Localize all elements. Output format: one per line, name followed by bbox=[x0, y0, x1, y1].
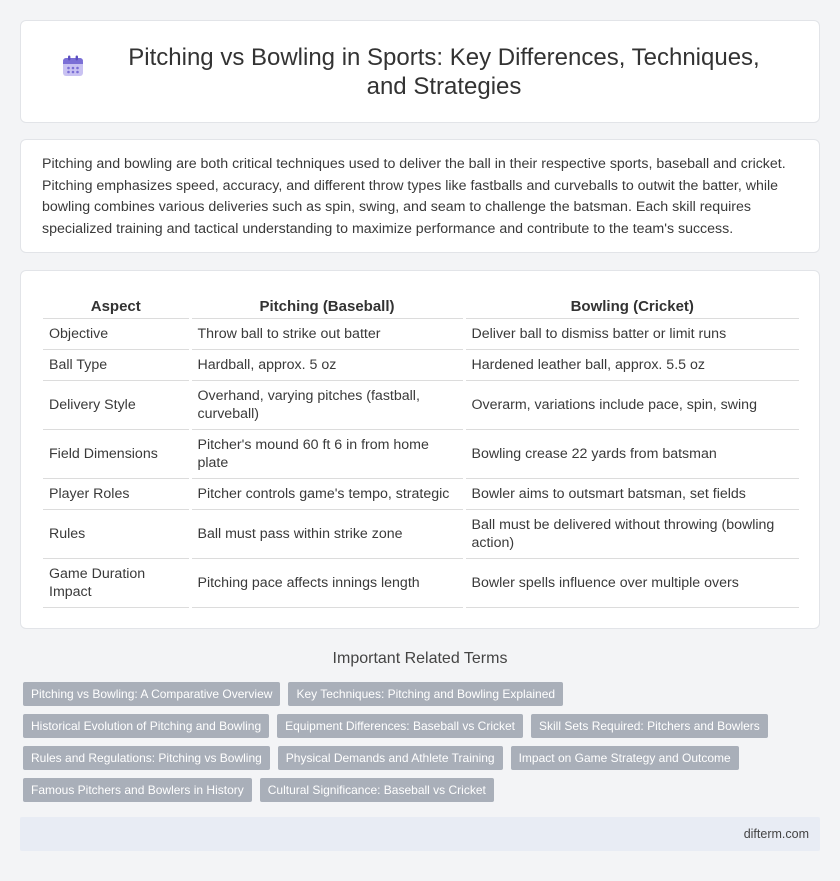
table-row bbox=[43, 350, 799, 381]
table-cell-aspect: Objective bbox=[43, 319, 190, 350]
table-cell-pitching: Pitcher controls game's tempo, strategic bbox=[190, 479, 464, 510]
intro-card bbox=[20, 139, 820, 253]
related-term-link[interactable]: Pitching vs Bowling: A Comparative Overview bbox=[23, 682, 280, 706]
table-cell-pitching: Overhand, varying pitches (fastball, curveball) bbox=[190, 381, 464, 430]
table-cell-bowling: Bowling crease 22 yards from batsman bbox=[464, 430, 799, 479]
related-term-link[interactable]: Rules and Regulations: Pitching vs Bowling bbox=[23, 746, 270, 770]
related-term-link[interactable]: Skill Sets Required: Pitchers and Bowlers bbox=[531, 714, 768, 738]
table-cell-aspect: Ball Type bbox=[43, 350, 190, 381]
table-cell-aspect: Game Duration Impact bbox=[43, 559, 190, 608]
related-term-link[interactable]: Equipment Differences: Baseball vs Cricket bbox=[277, 714, 523, 738]
table-row bbox=[43, 319, 799, 350]
related-terms-heading: Important Related Terms bbox=[332, 650, 508, 667]
table-cell-pitching: Throw ball to strike out batter bbox=[190, 319, 464, 350]
table-row bbox=[43, 510, 799, 559]
table-cell-pitching: Pitching pace affects innings length bbox=[190, 559, 464, 608]
related-term-link[interactable]: Impact on Game Strategy and Outcome bbox=[511, 746, 739, 770]
table-cell-pitching: Ball must pass within strike zone bbox=[190, 510, 464, 559]
header-card bbox=[20, 20, 820, 123]
footer-bar bbox=[20, 817, 820, 851]
comparison-table bbox=[43, 296, 799, 608]
table-cell-aspect: Rules bbox=[43, 510, 190, 559]
related-term-link[interactable]: Cultural Significance: Baseball vs Cricket bbox=[260, 778, 494, 802]
table-header-row bbox=[43, 296, 799, 319]
table-cell-bowling: Bowler aims to outsmart batsman, set fields bbox=[464, 479, 799, 510]
table-cell-bowling: Ball must be delivered without throwing (bowling action) bbox=[464, 510, 799, 559]
table-cell-bowling: Overarm, variations include pace, spin, swing bbox=[464, 381, 799, 430]
table-cell-aspect: Delivery Style bbox=[43, 381, 190, 430]
table-cell-bowling: Bowler spells influence over multiple overs bbox=[464, 559, 799, 608]
table-cell-aspect: Field Dimensions bbox=[43, 430, 190, 479]
table-cell-aspect: Player Roles bbox=[43, 479, 190, 510]
table-cell-pitching: Pitcher's mound 60 ft 6 in from home plate bbox=[190, 430, 464, 479]
related-term-link[interactable]: Physical Demands and Athlete Training bbox=[278, 746, 503, 770]
table-row bbox=[43, 430, 799, 479]
table-row bbox=[43, 479, 799, 510]
column-header-pitching: Pitching (Baseball) bbox=[190, 296, 464, 319]
related-terms-list bbox=[23, 682, 823, 810]
intro-paragraph: Pitching and bowling are both critical techniques used to deliver the ball in their respective sports, baseball and cricket. Pitching emphasizes speed, accuracy, and different throw types like fastballs and curveballs to outwit the batter, while bowling combines various deliveries such as spin, swing, and seam to challenge the batsman. Each skill requires specialized training and tactical understanding to maximize performance and contribute to the team's success. bbox=[42, 156, 786, 237]
related-term-link[interactable]: Key Techniques: Pitching and Bowling Explained bbox=[288, 682, 563, 706]
table-cell-bowling: Deliver ball to dismiss batter or limit runs bbox=[464, 319, 799, 350]
table-row bbox=[43, 559, 799, 608]
table-row bbox=[43, 381, 799, 430]
page-title: Pitching vs Bowling in Sports: Key Differences, Techniques, and Strategies bbox=[128, 43, 760, 100]
calendar-icon bbox=[60, 53, 86, 79]
table-cell-pitching: Hardball, approx. 5 oz bbox=[190, 350, 464, 381]
column-header-aspect: Aspect bbox=[43, 296, 190, 319]
footer-site-link[interactable]: difterm.com bbox=[743, 827, 809, 841]
column-header-bowling: Bowling (Cricket) bbox=[464, 296, 799, 319]
related-term-link[interactable]: Historical Evolution of Pitching and Bowling bbox=[23, 714, 269, 738]
comparison-table-card bbox=[20, 270, 820, 629]
related-term-link[interactable]: Famous Pitchers and Bowlers in History bbox=[23, 778, 252, 802]
table-cell-bowling: Hardened leather ball, approx. 5.5 oz bbox=[464, 350, 799, 381]
